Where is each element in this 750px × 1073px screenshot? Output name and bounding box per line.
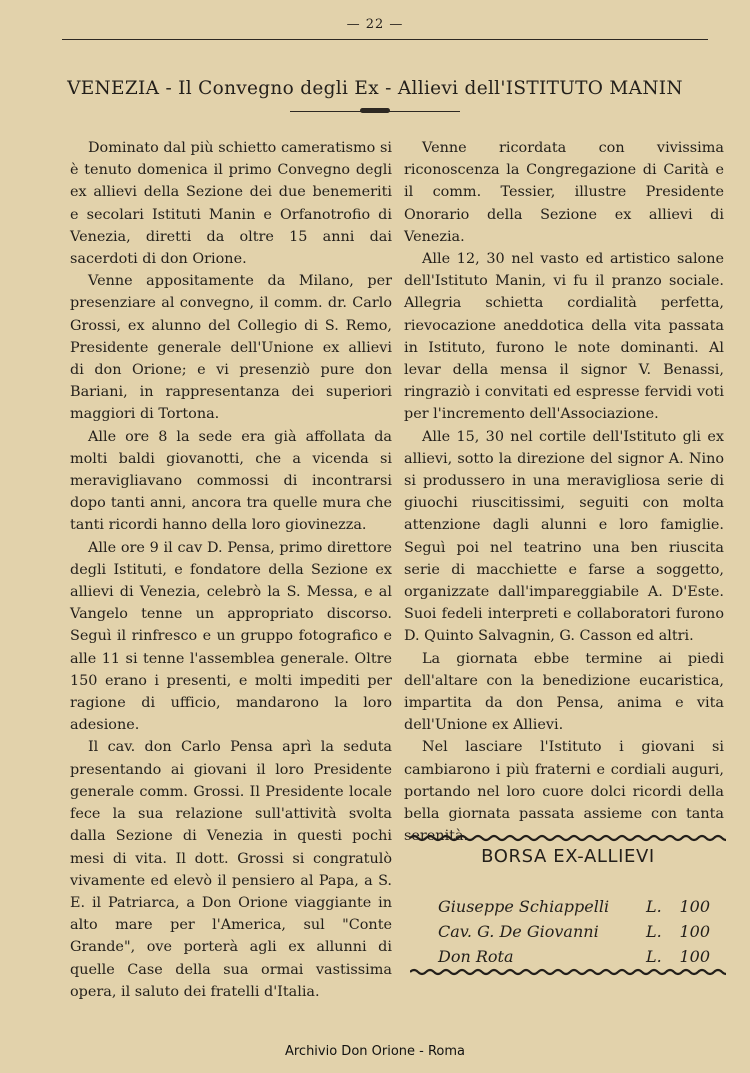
- borsa-title: BORSA EX-ALLIEVI: [481, 846, 655, 867]
- article-paragraph: Venne ricordata con vivissima riconoscenza la Congregazione di Carità e il comm. Tessier, illustre Presidente Onorario della Sezione ex allievi di Venezia.: [404, 140, 724, 245]
- donation-amount: L. 100: [646, 897, 710, 916]
- donation-row: [438, 944, 710, 969]
- archive-footer: Archivio Don Orione - Roma: [284, 1044, 466, 1059]
- article-paragraph: Alle 12, 30 nel vasto ed artistico salone dell'Istituto Manin, vi fu il pranzo sociale. Allegria schietta cordialità perfetta, rievocazione aneddotica della vita passata in Istituto, furono le note dominanti. Al levar della mensa il signor V. Benassi, ringraziò i convitati ed espresse fervidi voti per l'incremento dell'Associazione.: [404, 251, 724, 423]
- top-rule: [62, 39, 708, 40]
- article-paragraph: Alle 15, 30 nel cortile dell'Istituto gli ex allievi, sotto la direzione del signor A. Nino si produssero in una meravigliosa serie di giuochi riuscitissimi, seguiti con molta attenzione dagli alunni e loro famiglie. Seguì poi nel teatrino una ben riuscita serie di macchiette e farse a soggetto, organizzate dall'impareggiabile A. D'Este. Suoi fedeli interpreti e collaboratori furono D. Quinto Salvagnin, G. Casson ed altri.: [404, 428, 724, 645]
- donation-row: [438, 919, 710, 944]
- article-paragraph: Il cav. don Carlo Pensa aprì la seduta presentando ai giovani il loro Presidente generale comm. Grossi. Il Presidente locale fece la sua relazione sull'attività svolta dalla Sezione di Venezia in questi pochi mesi di vita. Il dott. Grossi si congratulò vivamente ed elevò il pensiero al Papa, a S. E. il Patriarca, a Don Orione viaggiante in alto mare per l'America, sul "Conte Grande", ove porterà agli ex allunni di quelle Case della sua ormai vastissima opera, il saluto dei fratelli d'Italia.: [70, 739, 392, 1000]
- page-number: — 22 —: [346, 17, 404, 32]
- decorative-border-bottom: [410, 968, 726, 976]
- donation-amount: L. 100: [646, 947, 710, 966]
- article-headline: VENEZIA - Il Convegno degli Ex - Allievi dell'ISTITUTO MANIN: [67, 78, 683, 99]
- donor-name: Don Rota: [438, 947, 514, 966]
- article-left-column: [70, 137, 392, 1003]
- article-paragraph: Nel lasciare l'Istituto i giovani si cambiarono i più fraterni e cordiali auguri, portando nel loro cuore dolci ricordi della bella giornata passata assieme con tanta serenità.: [404, 739, 724, 845]
- donation-amount: L. 100: [646, 922, 710, 941]
- donation-list: [438, 894, 710, 969]
- decorative-border-top: [410, 834, 726, 842]
- article-paragraph: Alle ore 9 il cav D. Pensa, primo direttore degli Istituti, e fondatore della Sezione ex allievi di Venezia, celebrò la S. Messa, e al Vangelo tenne un appropriato discorso. Seguì il rinfresco e un gruppo fotografico e alle 11 si tenne l'assemblea generale. Oltre 150 erano i presenti, e molti impediti per ragione di ufficio, mandarono la loro adesione.: [70, 539, 392, 734]
- article-paragraph: La giornata ebbe termine ai piedi dell'altare con la benedizione eucaristica, impartita da don Pensa, anima e vita dell'Unione ex Allievi.: [404, 650, 724, 734]
- article-paragraph: Alle ore 8 la sede era già affollata da molti baldi giovanotti, che a vicenda si meravigliavano commossi di incontrarsi dopo tanti anni, ancora tra quelle mura che tanti ricordi hanno della loro giovinezza.: [70, 428, 392, 534]
- article-paragraph: Dominato dal più schietto cameratismo si è tenuto domenica il primo Convegno degli ex allievi della Sezione dei due benemeriti e secolari Istituti Manin e Orfanotrofio di Venezia, diretti da oltre 15 anni dai sacerdoti di don Orione.: [70, 140, 392, 268]
- article-right-column: [404, 137, 724, 848]
- donor-name: Cav. G. De Giovanni: [438, 922, 599, 941]
- headline-rule-ornament: [360, 108, 390, 113]
- donation-row: [438, 894, 710, 919]
- donor-name: Giuseppe Schiappelli: [438, 897, 610, 916]
- article-paragraph: Venne appositamente da Milano, per presenziare al convegno, il comm. dr. Carlo Grossi, ex alunno del Collegio di S. Remo, Presidente generale dell'Unione ex allievi di don Orione; e vi presenziò pure don Bariani, in rappresentanza dei superiori maggiori di Tortona.: [70, 273, 392, 423]
